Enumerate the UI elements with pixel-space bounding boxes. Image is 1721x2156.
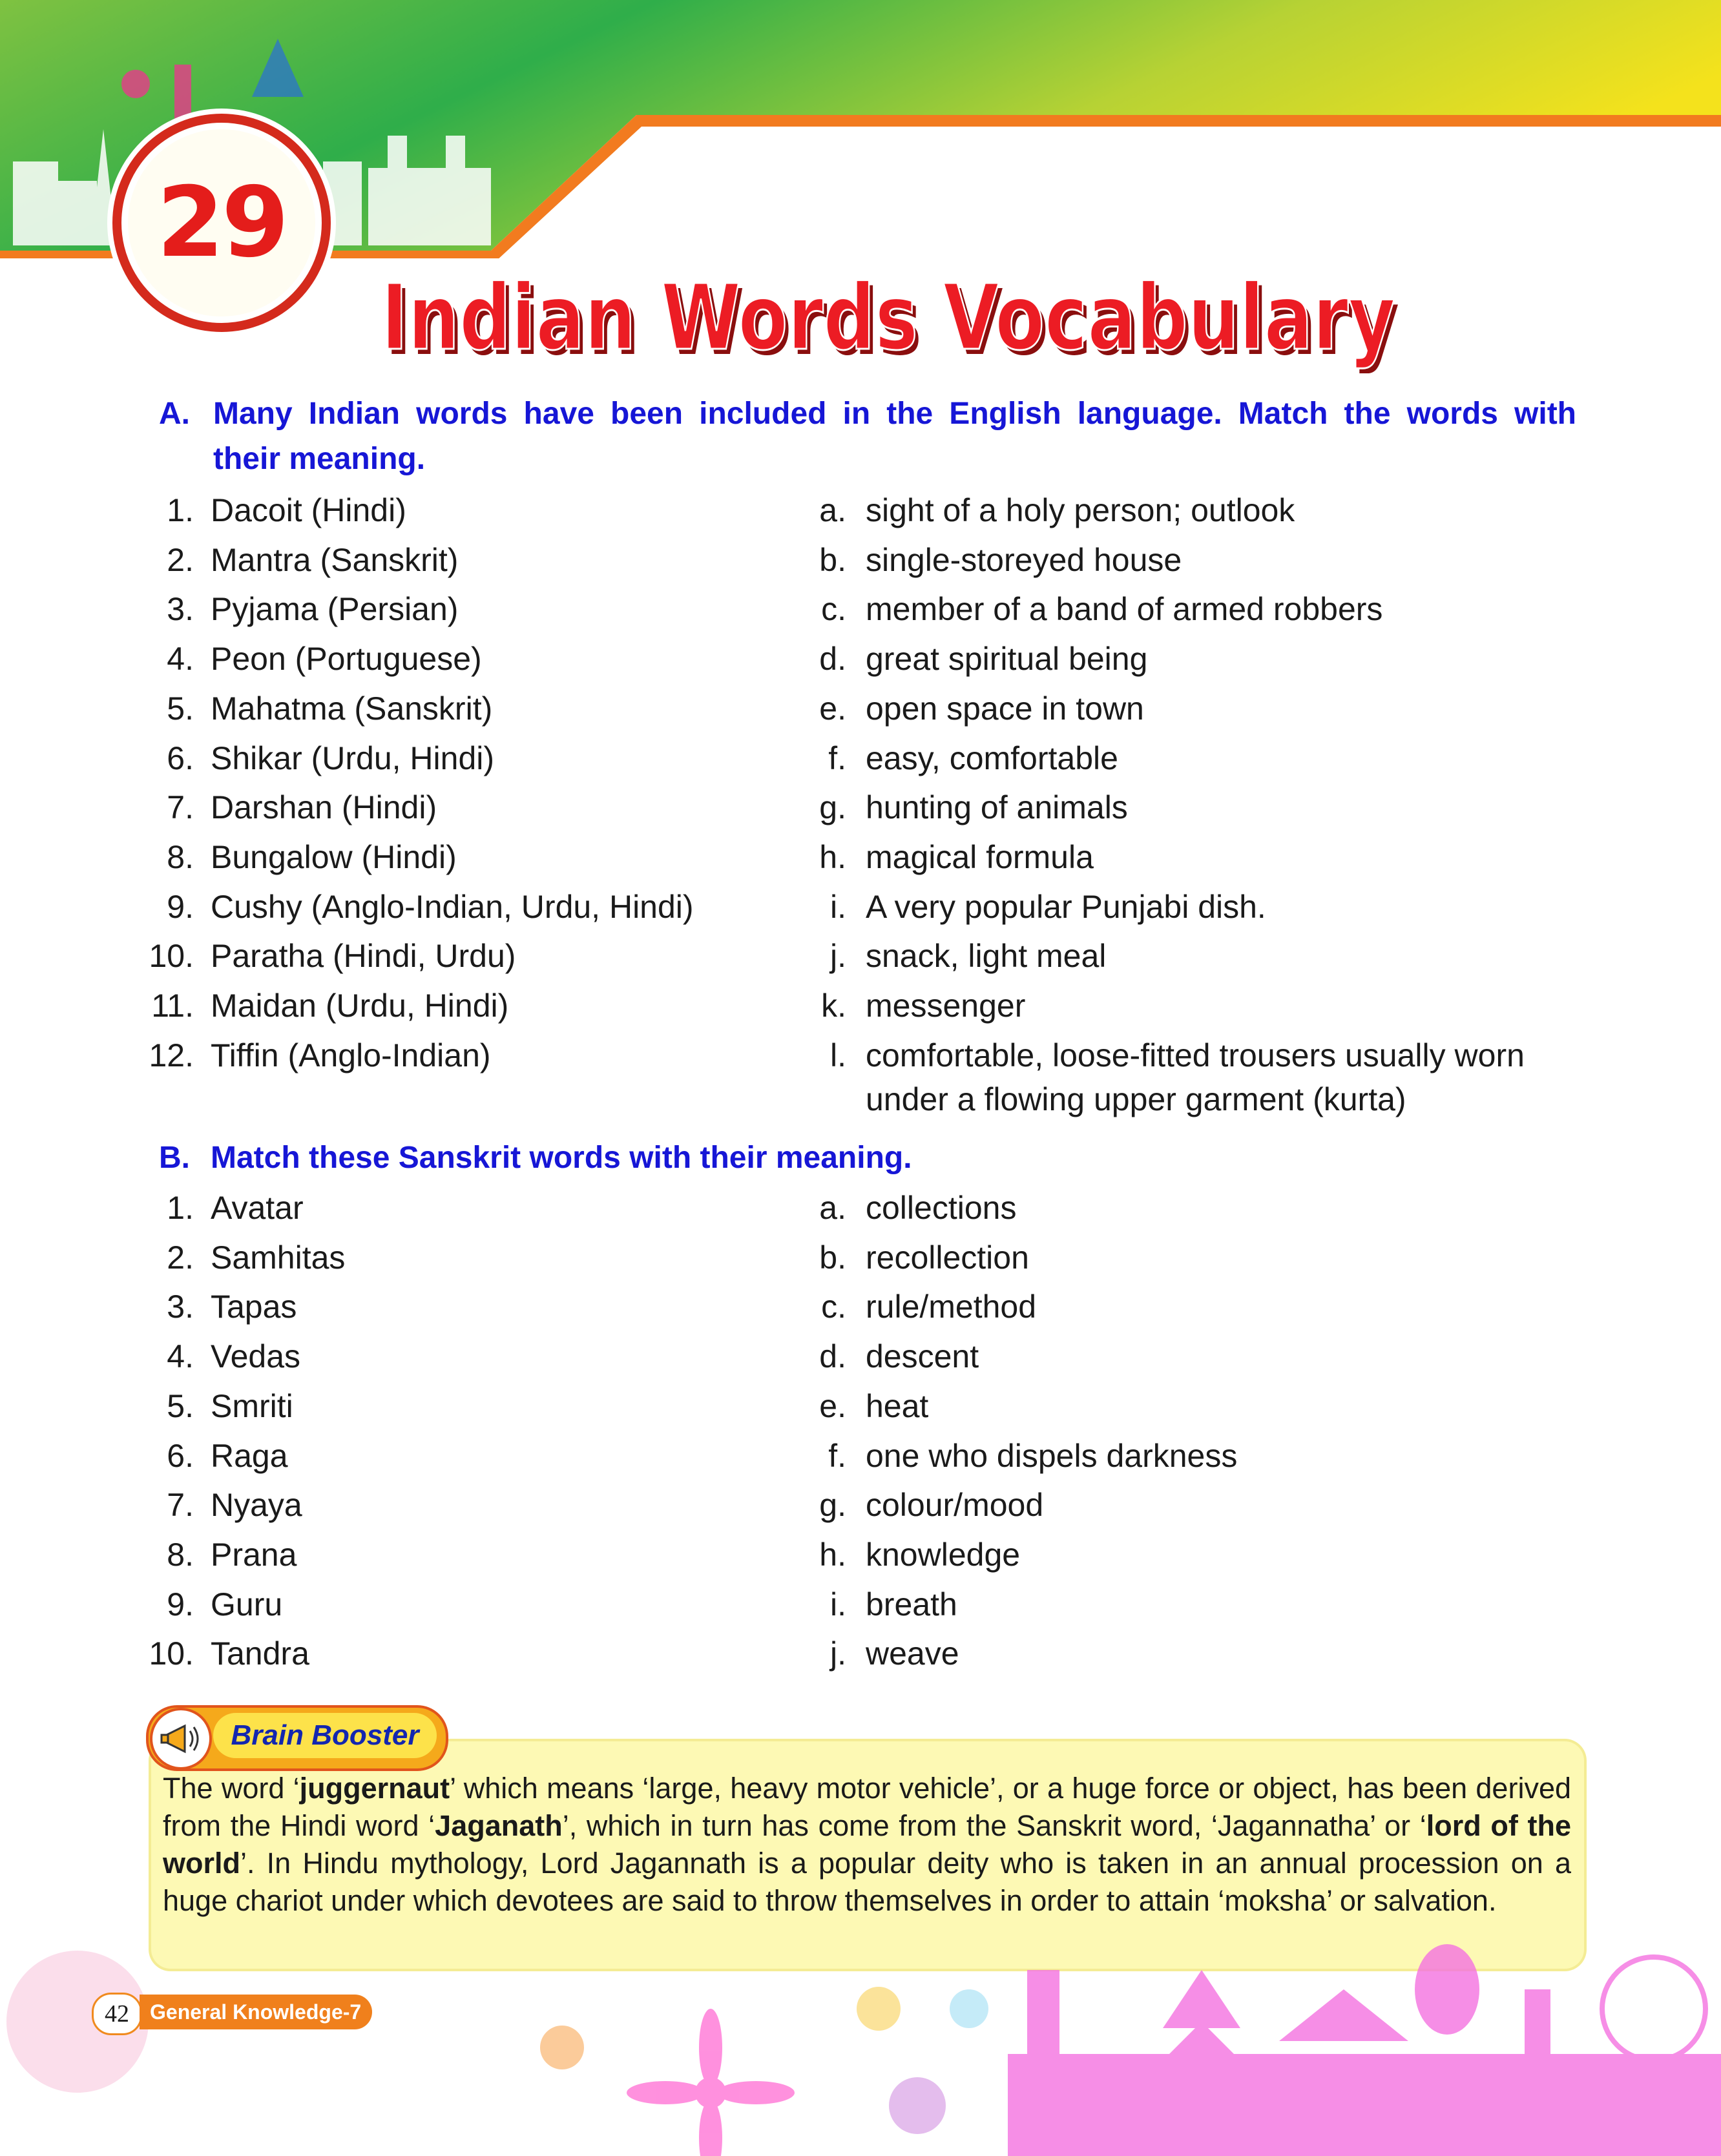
item-meaning: easy, comfortable	[866, 740, 1118, 776]
right-item	[0, 1629, 1721, 1678]
item-word: Cushy (Anglo-Indian, Urdu, Hindi)	[211, 888, 694, 925]
item-meaning: snack, light meal	[866, 938, 1107, 975]
right-item	[0, 981, 1721, 1030]
right-item	[0, 1282, 1721, 1331]
item-word: Shikar (Urdu, Hindi)	[211, 740, 495, 776]
section-b-heading: Match these Sanskrit words with their meaning.	[211, 1141, 912, 1175]
booster-text-part: ’ which means ‘large, heavy motor vehicle’, or a huge force or object, has been derived from the Hindi word ‘	[163, 1772, 1571, 1842]
right-item	[0, 1580, 1721, 1629]
item-letter: c.	[821, 1289, 846, 1325]
item-letter: j.	[830, 1635, 846, 1672]
booster-bold-term: juggernaut	[299, 1772, 450, 1805]
item-word: Nyaya	[211, 1487, 302, 1524]
item-number: 10.	[149, 1635, 194, 1672]
right-item	[0, 1431, 1721, 1480]
item-number: 5.	[167, 690, 194, 727]
item-meaning: messenger	[866, 988, 1026, 1024]
footer-decoration	[0, 1931, 1721, 2156]
item-word: Tandra	[211, 1635, 309, 1672]
item-letter: g.	[819, 1487, 846, 1524]
right-item	[0, 585, 1721, 634]
right-item	[0, 634, 1721, 683]
item-letter: h.	[819, 838, 846, 875]
item-word: Prana	[211, 1536, 297, 1573]
right-item	[0, 684, 1721, 733]
item-letter: b.	[819, 541, 846, 578]
item-meaning: collections	[866, 1190, 1017, 1226]
item-word: Pyjama (Persian)	[211, 591, 459, 628]
item-word: Peon (Portuguese)	[211, 641, 482, 678]
footer-book-title: General Knowledge-7	[150, 2000, 362, 2024]
item-word: Vedas	[211, 1338, 301, 1375]
item-word: Maidan (Urdu, Hindi)	[211, 988, 509, 1024]
item-letter: l.	[830, 1037, 846, 1073]
item-letter: f.	[828, 1437, 846, 1474]
item-number: 8.	[167, 838, 194, 875]
item-number: 2.	[167, 541, 194, 578]
chapter-number: 29	[156, 167, 287, 279]
item-number: 7.	[167, 789, 194, 826]
item-letter: j.	[830, 938, 846, 975]
chapter-title-text: Indian Words Vocabulary	[381, 270, 1395, 371]
chapter-title-shadow: Indian Words Vocabulary	[385, 271, 1399, 373]
item-number: 10.	[149, 938, 194, 975]
item-meaning: A very popular Punjabi dish.	[866, 888, 1266, 925]
section-a-heading-line1: Many Indian words have been included in the English language. Match the words with	[213, 397, 1576, 431]
section-a-heading-line2: their meaning.	[213, 442, 426, 476]
item-word: Bungalow (Hindi)	[211, 838, 457, 875]
item-meaning: breath	[866, 1586, 957, 1622]
section-b-letter: B.	[159, 1141, 190, 1175]
section-a-letter: A.	[159, 397, 190, 431]
item-letter: k.	[821, 988, 846, 1024]
item-letter: d.	[819, 641, 846, 678]
item-meaning: hunting of animals	[866, 789, 1128, 826]
item-meaning: open space in town	[866, 690, 1144, 727]
right-item	[0, 833, 1721, 882]
item-letter: c.	[821, 591, 846, 628]
item-letter: e.	[819, 1387, 846, 1424]
item-number: 1.	[167, 1190, 194, 1226]
item-number: 4.	[167, 641, 194, 678]
item-meaning: great spiritual being	[866, 641, 1148, 678]
item-number: 5.	[167, 1387, 194, 1424]
item-number: 6.	[167, 740, 194, 776]
item-number: 11.	[151, 988, 194, 1024]
item-word: Tiffin (Anglo-Indian)	[211, 1037, 491, 1073]
booster-text-part: ’, which in turn has come from the Sanskrit word, ‘Jagannatha’ or ‘	[562, 1809, 1426, 1842]
item-meaning: comfortable, loose-fitted trousers usually worn	[866, 1037, 1525, 1073]
item-letter: a.	[819, 1190, 846, 1226]
item-word: Darshan (Hindi)	[211, 789, 437, 826]
item-number: 1.	[167, 492, 194, 528]
item-meaning: member of a band of armed robbers	[866, 591, 1383, 628]
right-item	[0, 1530, 1721, 1579]
booster-bold-term: Jaganath	[435, 1809, 563, 1842]
item-number: 9.	[167, 888, 194, 925]
item-meaning: knowledge	[866, 1536, 1021, 1573]
chapter-title	[381, 270, 1479, 373]
item-number: 8.	[167, 1536, 194, 1573]
item-word: Dacoit (Hindi)	[211, 492, 406, 528]
megaphone-icon	[150, 1708, 212, 1770]
item-word: Mahatma (Sanskrit)	[211, 690, 493, 727]
item-letter: h.	[819, 1536, 846, 1573]
booster-bold-term: lord of the world	[163, 1809, 1571, 1880]
item-meaning: one who dispels darkness	[866, 1437, 1238, 1474]
item-number: 12.	[149, 1037, 194, 1073]
item-meaning: weave	[866, 1635, 959, 1672]
item-letter: d.	[819, 1338, 846, 1375]
right-item	[0, 882, 1721, 931]
item-letter: i.	[830, 1586, 846, 1622]
item-word: Smriti	[211, 1387, 293, 1424]
right-item	[0, 783, 1721, 832]
right-item	[0, 1382, 1721, 1431]
item-number: 6.	[167, 1437, 194, 1474]
right-item	[0, 535, 1721, 585]
right-item	[0, 931, 1721, 980]
item-letter: a.	[819, 492, 846, 528]
item-word: Paratha (Hindi, Urdu)	[211, 938, 516, 975]
item-number: 2.	[167, 1239, 194, 1276]
right-item	[0, 1031, 1721, 1117]
item-meaning: single-storeyed house	[866, 541, 1182, 578]
item-letter: b.	[819, 1239, 846, 1276]
item-number: 3.	[167, 1289, 194, 1325]
right-item	[0, 734, 1721, 783]
booster-text-part: The word ‘	[163, 1772, 300, 1805]
item-meaning: heat	[866, 1387, 929, 1424]
item-number: 3.	[167, 591, 194, 628]
right-item	[0, 1233, 1721, 1282]
item-word: Guru	[211, 1586, 283, 1622]
right-item	[0, 486, 1721, 535]
item-meaning: sight of a holy person; outlook	[866, 492, 1295, 528]
chapter-badge	[121, 123, 322, 323]
item-meaning: recollection	[866, 1239, 1029, 1276]
item-letter: i.	[830, 888, 846, 925]
item-meaning-line2: under a flowing upper garment (kurta)	[866, 1081, 1406, 1117]
item-number: 9.	[167, 1586, 194, 1622]
item-word: Raga	[211, 1437, 288, 1474]
item-word: Avatar	[211, 1190, 304, 1226]
booster-text-part: ’. In Hindu mythology, Lord Jagannath is a popular deity who is taken in an annual procession on a huge chariot under which devotees are said to throw themselves in order to attain ‘moksha’ or salvation.	[163, 1847, 1571, 1917]
item-number: 4.	[167, 1338, 194, 1375]
brain-booster-text	[163, 1770, 1571, 1920]
item-word: Tapas	[211, 1289, 297, 1325]
page-number: 42	[92, 1993, 142, 2035]
item-letter: f.	[828, 740, 846, 776]
item-letter: e.	[819, 690, 846, 727]
item-meaning: magical formula	[866, 838, 1094, 875]
item-meaning: rule/method	[866, 1289, 1037, 1325]
right-item	[0, 1480, 1721, 1529]
item-number: 7.	[167, 1487, 194, 1524]
right-item	[0, 1183, 1721, 1232]
brain-booster-label: Brain Booster	[231, 1719, 419, 1751]
item-meaning: descent	[866, 1338, 979, 1375]
item-meaning: colour/mood	[866, 1487, 1044, 1524]
item-word: Samhitas	[211, 1239, 346, 1276]
item-letter: g.	[819, 789, 846, 826]
item-word: Mantra (Sanskrit)	[211, 541, 459, 578]
right-item	[0, 1332, 1721, 1381]
